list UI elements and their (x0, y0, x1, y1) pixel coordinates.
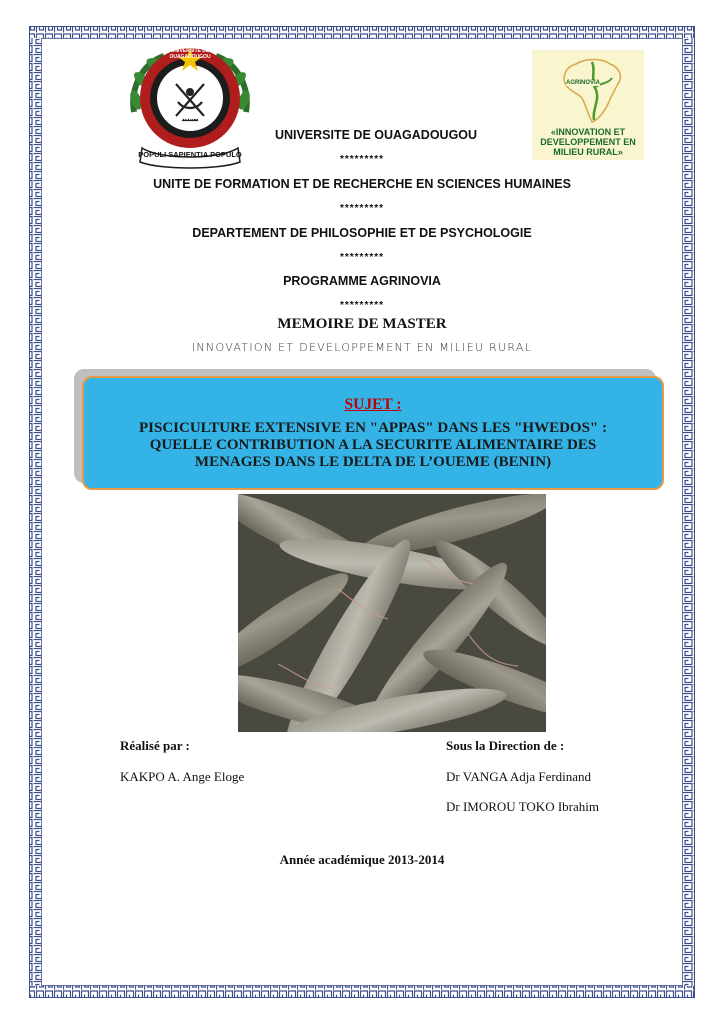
direction-label: Sous la Direction de : (446, 738, 565, 753)
motto-word: POPULI (138, 150, 167, 159)
motto-word: POPULO (210, 150, 242, 159)
seal-top-text: UNIVERSITE DE OUAGADOUGOU (169, 48, 211, 60)
sujet-line: PISCICULTURE EXTENSIVE EN "APPAS" DANS LES "HWEDOS" : (139, 420, 607, 436)
catfish-image (238, 494, 546, 732)
academic-year: Année académique 2013-2014 (279, 852, 445, 867)
separator: ********* (339, 203, 385, 214)
seal-country-text: BURKINA FASO (171, 116, 209, 122)
separator: ********* (339, 154, 385, 165)
sujet-line: MENAGES DANS LE DELTA DE L’OUEME (BENIN) (194, 454, 552, 470)
department-name: DEPARTEMENT DE PHILOSOPHIE ET DE PSYCHOLOGIE (192, 226, 532, 240)
author-label: Réalisé par : (120, 738, 190, 753)
agrinovia-tagline: «INNOVATION ET DEVELOPPEMENT EN MILIEU RURAL» (540, 127, 636, 157)
programme-name: PROGRAMME AGRINOVIA (283, 274, 441, 288)
memoire-subtitle: INNOVATION ET DEVELOPPEMENT EN MILIEU RURAL (191, 341, 533, 354)
separator: ********* (339, 300, 385, 311)
ufr-name: UNITE DE FORMATION ET DE RECHERCHE EN SCIENCES HUMAINES (153, 177, 571, 191)
sujet-text (94, 420, 652, 471)
sujet-label: SUJET : (344, 396, 402, 413)
director-name: Dr IMOROU TOKO Ibrahim (446, 799, 599, 814)
memoire-title: MEMOIRE DE MASTER (277, 316, 447, 332)
motto-word: SAPIENTIA (168, 150, 208, 159)
director-name: Dr VANGA Adja Ferdinand (446, 769, 592, 784)
agrinovia-name: AGRINOVIA (566, 80, 601, 86)
separator: ********* (339, 252, 385, 263)
sujet-box (82, 376, 664, 490)
university-name: UNIVERSITE DE OUAGADOUGOU (274, 128, 478, 142)
catfish-photo (238, 494, 546, 732)
africa-map-icon (532, 50, 644, 130)
author-name: KAKPO A. Ange Eloge (120, 769, 245, 784)
university-logo (120, 40, 260, 170)
sujet-line: QUELLE CONTRIBUTION A LA SECURITE ALIMENTAIRE DES (149, 437, 597, 453)
